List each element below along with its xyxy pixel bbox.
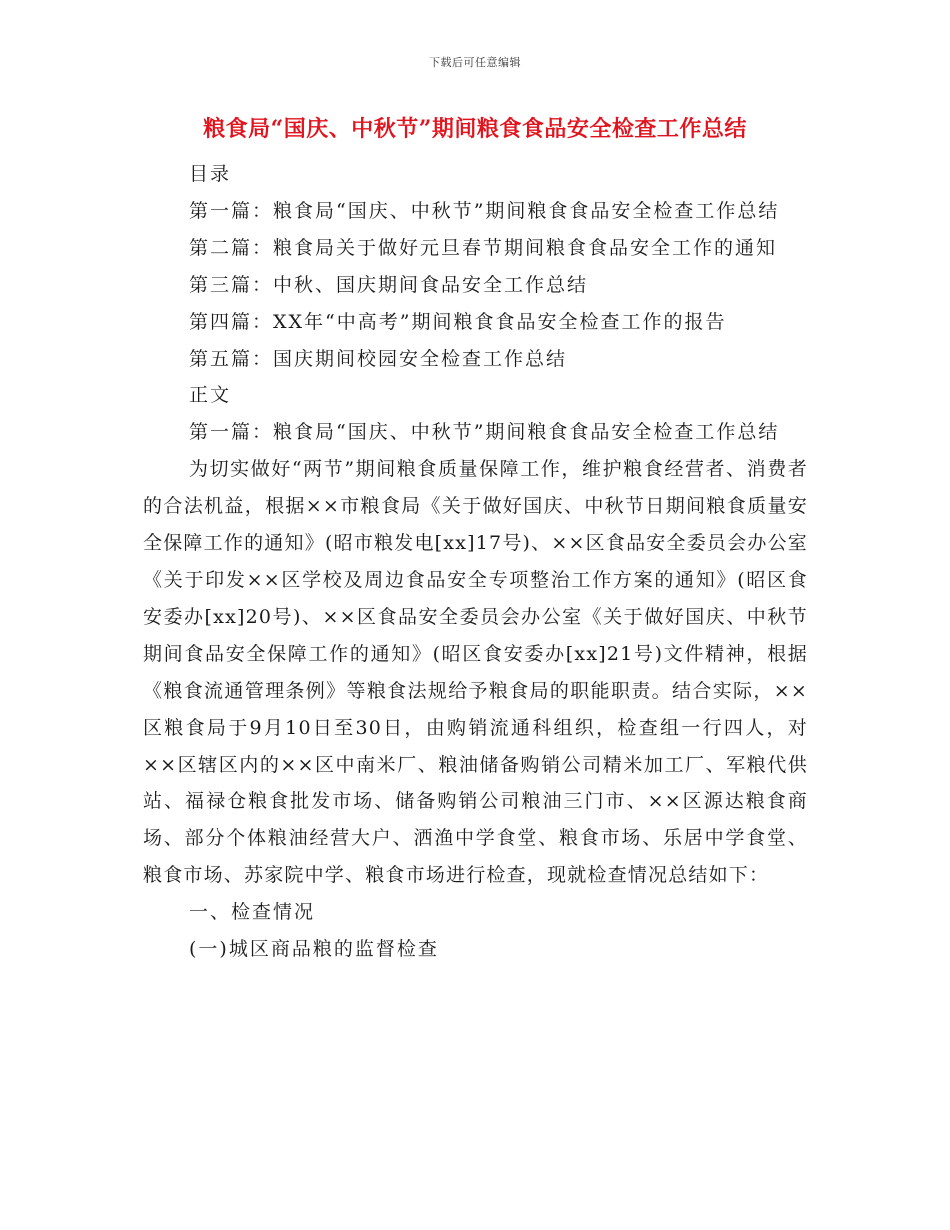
section-heading: 一、检查情况 <box>189 901 316 924</box>
document-body <box>143 156 808 968</box>
main-heading: 正文 <box>189 384 232 407</box>
toc-item-4: 第四篇：XX年“中高考”期间粮食食品安全检查工作的报告 <box>189 310 727 333</box>
chapter-title: 第一篇：粮食局“国庆、中秋节”期间粮食食品安全检查工作总结 <box>189 421 780 444</box>
toc-item-5: 第五篇：国庆期间校园安全检查工作总结 <box>189 347 568 370</box>
subsection-heading: (一)城区商品粮的监督检查 <box>189 938 439 961</box>
header-note: 下载后可任意编辑 <box>429 56 521 69</box>
document-title: 粮食局“国庆、中秋节”期间粮食食品安全检查工作总结 <box>203 116 747 142</box>
toc-heading: 目录 <box>189 163 232 185</box>
toc-item-3: 第三篇：中秋、国庆期间食品安全工作总结 <box>189 273 589 296</box>
body-paragraph: 为切实做好“两节”期间粮食质量保障工作，维护粮食经营者、消费者的合法机益，根据××市粮食局《关于做好国庆、中秋节日期间粮食质量安全保障工作的通知》(昭市粮发电[xx]17号)、××区食品安全委员会办公室《关于印发××区学校及周边食品安全专项整治工作方案的通知》(昭区食安委办[xx]20号)、××区食品安全委员会办公室《关于做好国庆、中秋节期间食品安全保障工作的通知》(昭区食安委办[xx]21号)文件精神，根据《粮食流通管理条例》等粮食法规给予粮食局的职能职责。结合实际，××区粮食局于9月10日至30日，由购销流通科组织，检查组一行四人，对××区辖区内的××区中南米厂、粮油储备购销公司精米加工厂、军粮代供站、福禄仓粮食批发市场、储备购销公司粮油三门市、××区源达粮食商场、部分个体粮油经营大户、洒渔中学食堂、粮食市场、乐居中学食堂、粮食市场、苏家院中学、粮食市场进行检查，现就检查情况总结如下： <box>143 458 808 887</box>
toc-item-1: 第一篇：粮食局“国庆、中秋节”期间粮食食品安全检查工作总结 <box>189 199 780 222</box>
toc-item-2: 第二篇：粮食局关于做好元旦春节期间粮食食品安全工作的通知 <box>189 236 778 259</box>
